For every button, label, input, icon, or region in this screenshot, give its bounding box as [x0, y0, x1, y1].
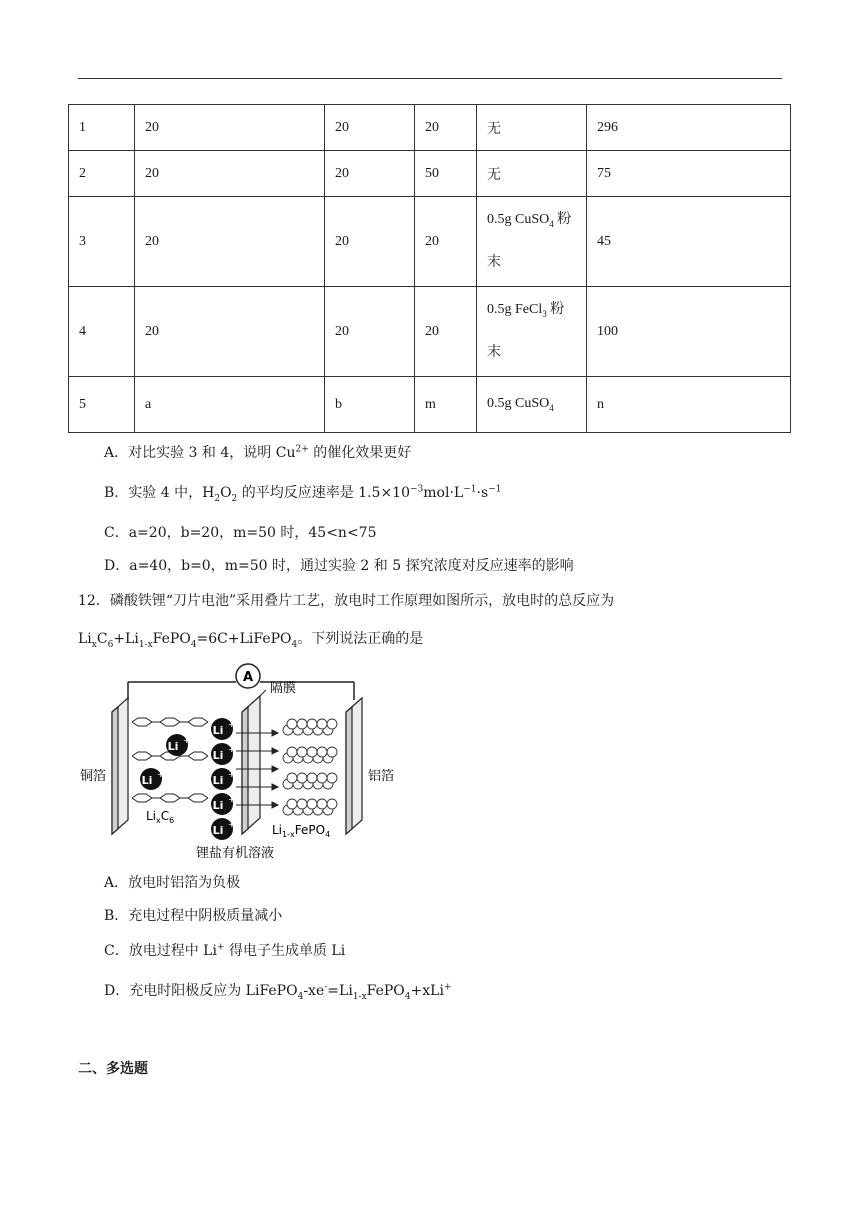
q11-option-d: D．a=40，b=0，m=50 时，通过实验 2 和 5 探究浓度对反应速率的影响 [104, 558, 574, 574]
q12-option-c: C．放电过程中 Li+ 得电子生成单质 Li [104, 942, 346, 959]
q11-option-b: B．实验 4 中，$H_2O_2$ 的平均反应速率是 $1.5\times 10^{-3}mol\cdot L^{-1}\cdot s^{-1}$ [104, 484, 502, 504]
li-ion-icon [211, 768, 235, 790]
cathode-label: $Li_{1-x}FePO_4$ [272, 823, 331, 839]
svg-text:Li: Li [212, 799, 224, 812]
q12-equation: $Li_xC_6+Li_{1-x}FePO_4=6C+LiFePO_4$。下列说法正确的是 [78, 631, 424, 650]
electrolyte-label: 锂盐有机溶液 [196, 846, 275, 860]
table-cell: 20 [135, 105, 325, 151]
table-cell: n [587, 377, 791, 433]
table-cell: 20 [135, 287, 325, 377]
li-ion-icon [211, 818, 235, 840]
li-ion-icon [211, 793, 235, 815]
ammeter-label: A [242, 670, 254, 685]
svg-text:Li: Li [167, 740, 179, 753]
svg-text:+: + [228, 770, 235, 779]
anode-label: $Li_xC_6$ [146, 809, 175, 825]
svg-text:Li: Li [212, 824, 224, 837]
q12-stem: 12．磷酸铁锂“刀片电池”采用叠片工艺，放电时工作原理如图所示，放电时的总反应为 [78, 593, 615, 609]
li-ion-column [211, 718, 235, 840]
copper-foil [112, 698, 128, 834]
table-cell: 296 [587, 105, 791, 151]
graphite-layers [132, 718, 208, 802]
table-cell: 50 [415, 151, 477, 197]
table-cell: 1 [69, 105, 135, 151]
svg-text:+: + [228, 795, 235, 804]
svg-text:+: + [183, 736, 190, 745]
section-heading: 二、多选题 [78, 1061, 148, 1077]
catalyst-cell: 0.5g CuSO$_4$ 粉 末 [477, 197, 587, 287]
svg-text:Li: Li [212, 724, 224, 737]
svg-text:Li: Li [212, 749, 224, 762]
table-cell: 无 [477, 151, 587, 197]
li-ion-icon [211, 743, 235, 765]
li-ion-icon [166, 734, 190, 756]
table-cell: m [415, 377, 477, 433]
left-foil-label: 铜箔 [80, 769, 107, 784]
svg-text:+: + [157, 770, 164, 779]
svg-text:+: + [228, 820, 235, 829]
experiment-table [68, 104, 791, 433]
table-cell: 3 [69, 197, 135, 287]
table-cell: 100 [587, 287, 791, 377]
table-cell: 4 [69, 287, 135, 377]
battery-diagram [76, 660, 416, 860]
catalyst-cell: 0.5g FeCl$_3$ 粉 末 [477, 287, 587, 377]
svg-text:+: + [228, 720, 235, 729]
table-cell: 20 [415, 287, 477, 377]
svg-text:Li: Li [141, 774, 153, 787]
svg-text:+: + [228, 745, 235, 754]
table-cell: 20 [415, 105, 477, 151]
q11-option-a: A．对比实验 3 和 4，说明 $Cu^{2+}$ 的催化效果更好 [104, 444, 412, 461]
header-rule [78, 78, 782, 79]
table-row [69, 287, 791, 377]
table-row [69, 151, 791, 197]
table-cell: 20 [415, 197, 477, 287]
aluminum-foil [346, 698, 362, 834]
table-cell: 20 [325, 151, 415, 197]
li-ion-icon [211, 718, 235, 740]
right-foil-label: 铝箔 [368, 769, 395, 784]
table-cell: a [135, 377, 325, 433]
table-cell: 20 [135, 151, 325, 197]
table-cell: 无 [477, 105, 587, 151]
svg-text:Li: Li [212, 774, 224, 787]
table-cell: 20 [325, 197, 415, 287]
q12-option-b: B．充电过程中阴极质量减小 [104, 908, 283, 924]
separator [242, 696, 260, 834]
table-cell: 20 [135, 197, 325, 287]
catalyst-cell: 0.5g CuSO$_4$ [477, 377, 587, 433]
table-cell: 75 [587, 151, 791, 197]
membrane-label: 隔膜 [270, 681, 297, 696]
table-row [69, 377, 791, 433]
table-cell: 45 [587, 197, 791, 287]
table-cell: 2 [69, 151, 135, 197]
table-row [69, 197, 791, 287]
lifepo4-lattice [283, 719, 337, 815]
table-cell: 20 [325, 105, 415, 151]
q12-option-d: D．充电时阳极反应为 $LiFePO_4-xe^-=Li_{1-x}FePO_4+xLi^+$ [104, 982, 452, 1002]
table-row [69, 105, 791, 151]
table-cell: 5 [69, 377, 135, 433]
q11-option-c: C．a=20，b=20，m=50 时，45<n<75 [104, 525, 377, 541]
li-ion-icon [140, 768, 164, 790]
table-cell: 20 [325, 287, 415, 377]
table-cell: b [325, 377, 415, 433]
q12-option-a: A．放电时铝箔为负极 [104, 875, 241, 891]
